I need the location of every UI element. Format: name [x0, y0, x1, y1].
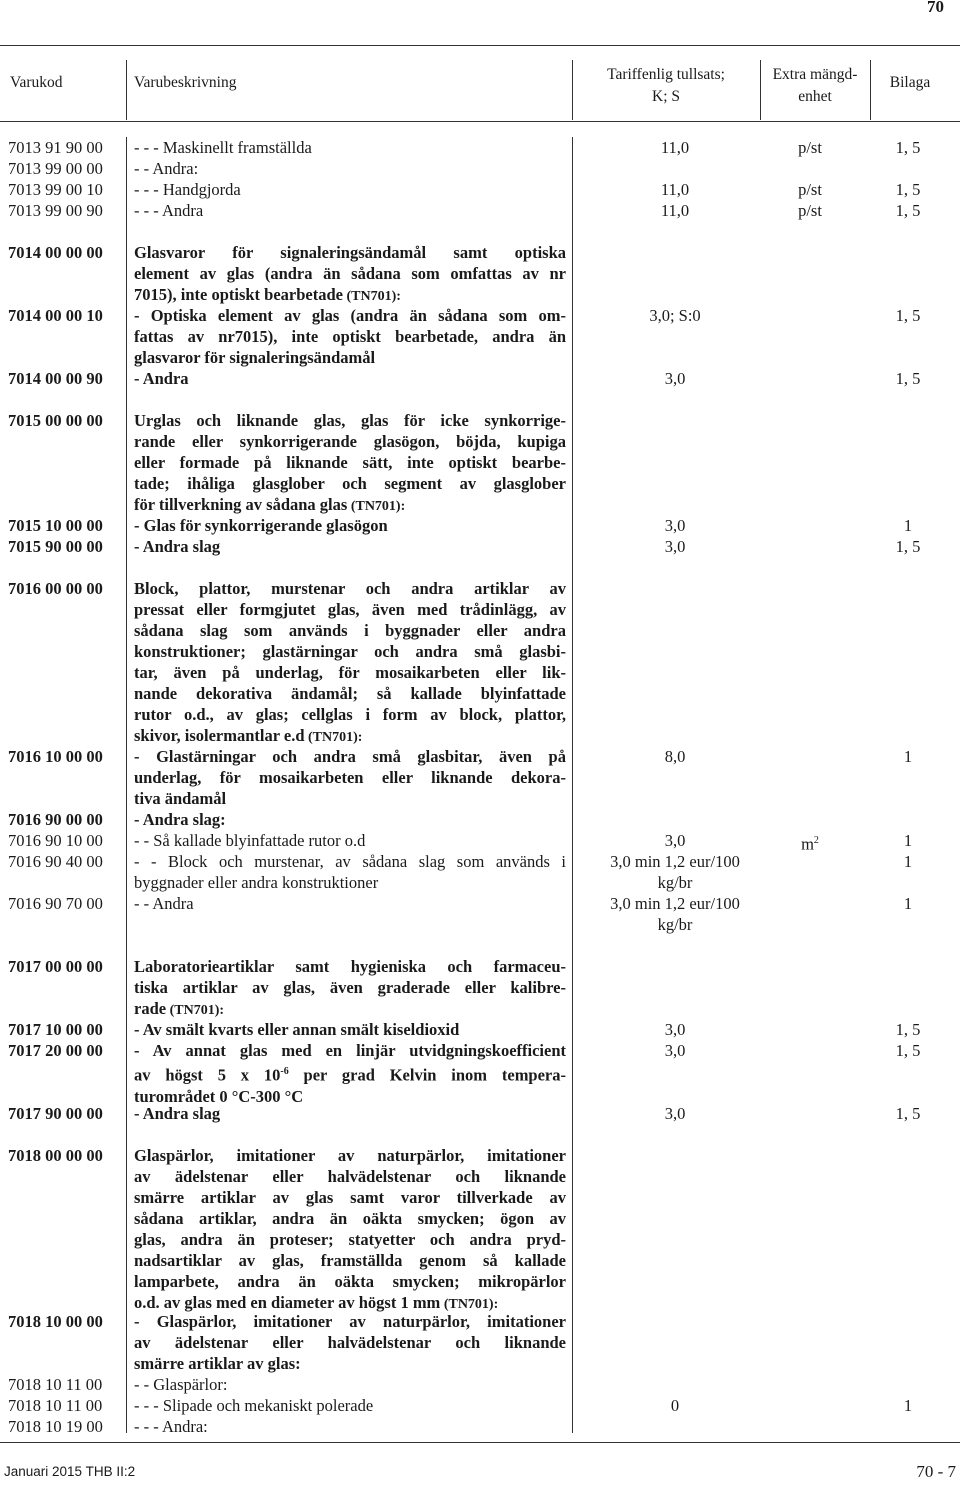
description-line: tar, även på underlag, för mosaikarbeten eller lik-: [134, 663, 566, 682]
row-tariff: 11,0: [660, 180, 690, 199]
description-line: - Andra slag:: [134, 810, 226, 829]
row-code: 7014 00 00 90: [8, 369, 103, 388]
description-line: turområdet 0 °C-300 °C: [134, 1086, 304, 1106]
row-description: [134, 242, 566, 307]
row-code: 7015 90 00 00: [8, 537, 103, 556]
description-line: - Av annat glas med en linjär utvidgningskoefficient: [134, 1041, 566, 1060]
row-description: [134, 893, 566, 914]
row-description: [134, 515, 566, 536]
row-description: [134, 851, 566, 893]
description-line: - Glaspärlor, imitationer av naturpärlor, imitationer: [134, 1312, 566, 1331]
description-line: tiva ändamål: [134, 789, 227, 808]
row-tariff: 3,0: [664, 537, 686, 556]
description-line: konstruktioner; glastärningar och andra små glasbi-: [134, 642, 566, 661]
row-unit: p/st: [798, 201, 822, 220]
description-line: tiska artiklar av glas, även graderade eller kalibre-: [134, 978, 566, 997]
row-description: [134, 1374, 566, 1395]
footer-page-ref: 70 - 7: [916, 1462, 956, 1481]
header-rule: [0, 121, 960, 122]
row-unit: p/st: [798, 138, 822, 157]
description-line: av ädelstenar eller halvädelstenar och liknande: [134, 1167, 566, 1186]
description-line: nadsartiklar av glas, framställda genom så kallade: [134, 1251, 566, 1270]
description-line: - - - Handgjorda: [134, 180, 241, 199]
row-code: 7017 10 00 00: [8, 1020, 103, 1039]
description-line: underlag, för mosaikarbeten eller liknande dekora-: [134, 768, 566, 787]
description-line: - Glastärningar och andra små glasbitar, även på: [134, 747, 566, 766]
row-code: 7016 90 40 00: [8, 852, 103, 871]
row-code: 7016 90 10 00: [8, 831, 103, 850]
row-code: 7018 00 00 00: [8, 1146, 103, 1165]
description-line: Urglas och liknande glas, glas för icke synkorrige-: [134, 411, 566, 430]
row-bilaga: 1, 5: [895, 138, 921, 157]
description-line: - Andra slag: [134, 1104, 221, 1123]
row-code: 7016 00 00 00: [8, 579, 103, 598]
row-description: [134, 578, 566, 748]
description-line: av ädelstenar eller halvädelstenar och liknande: [134, 1333, 566, 1352]
header-extra-line1: Extra mängd-: [772, 66, 858, 83]
row-description: [134, 410, 566, 517]
row-description: [134, 1040, 566, 1107]
row-tariff: 0: [670, 1396, 680, 1415]
row-code: 7013 99 00 10: [8, 180, 103, 199]
footer-rule: [0, 1442, 960, 1443]
row-code: 7015 10 00 00: [8, 516, 103, 535]
description-line: av högst 5 x $10^{-6}$ per grad Kelvin inom tempera-: [134, 1065, 567, 1085]
row-tariff: 11,0: [660, 201, 690, 220]
row-description: [134, 368, 566, 389]
description-line: Glaspärlor, imitationer av naturpärlor, imitationer: [134, 1146, 566, 1165]
row-description: [134, 158, 566, 179]
row-bilaga: 1: [903, 831, 913, 850]
description-line: Laboratorieartiklar samt hygieniska och farmaceu-: [134, 957, 566, 976]
row-code: 7017 00 00 00: [8, 957, 103, 976]
row-description: [134, 200, 566, 221]
description-line: - - Så kallade blyinfattade rutor o.d: [134, 831, 366, 850]
description-line: - - Andra:: [134, 159, 199, 178]
row-code: 7013 99 00 90: [8, 201, 103, 220]
row-tariff: 3,0 min 1,2 eur/100 kg/br: [610, 852, 740, 892]
description-line: sådana slag som används i byggnader eller andra: [134, 621, 566, 640]
row-code: 7017 20 00 00: [8, 1041, 103, 1060]
row-code: 7013 99 00 00: [8, 159, 103, 178]
description-line: - - - Andra:: [134, 1417, 208, 1436]
description-line: fattas av nr7015), inte optiskt bearbetade, andra än: [134, 327, 566, 346]
page-number: 70: [927, 0, 944, 16]
description-line: smärre artiklar av glas samt varor tillverkade av: [134, 1188, 566, 1207]
top-rule: [0, 45, 960, 46]
description-line: 7015), inte optiskt bearbetade (TN701):: [134, 285, 401, 304]
row-description: [134, 1145, 566, 1315]
row-tariff: 3,0: [664, 1104, 686, 1123]
tn-reference: (TN701):: [304, 730, 363, 745]
row-code: 7017 90 00 00: [8, 1104, 103, 1123]
row-tariff: 3,0: [664, 369, 686, 388]
header-bilaga: Bilaga: [889, 74, 931, 91]
row-tariff: 8,0: [664, 747, 686, 766]
row-tariff: 3,0: [664, 516, 686, 535]
description-line: - - Block och murstenar, av sådana slag som används i: [134, 852, 566, 871]
row-description: [134, 536, 566, 557]
row-description: [134, 746, 566, 809]
row-tariff: 3,0: [664, 1041, 686, 1060]
row-description: [134, 809, 566, 830]
description-line: - - Andra: [134, 894, 194, 913]
header-tariff-line1: Tariffenlig tullsats;: [607, 66, 725, 83]
row-code: 7014 00 00 00: [8, 243, 103, 262]
row-description: [134, 1019, 566, 1040]
tn-reference: (TN701):: [347, 499, 406, 514]
row-tariff: 3,0: [664, 1020, 686, 1039]
header-varubeskrivning: Varubeskrivning: [134, 74, 237, 91]
row-code: 7018 10 19 00: [8, 1417, 103, 1436]
table-header: [0, 60, 960, 120]
row-bilaga: 1: [903, 894, 913, 913]
description-line: - - - Slipade och mekaniskt polerade: [134, 1396, 374, 1415]
row-unit: $m^2$: [801, 834, 819, 854]
row-unit: p/st: [798, 180, 822, 199]
header-tariff: [572, 64, 760, 108]
description-line: smärre artiklar av glas:: [134, 1354, 301, 1373]
row-tariff: 3,0: [664, 831, 686, 850]
description-line: o.d. av glas med en diameter av högst 1 mm (TN701):: [134, 1293, 499, 1312]
row-code: 7016 10 00 00: [8, 747, 103, 766]
column-divider: [126, 137, 127, 1433]
footer-left: Januari 2015 THB II:2: [4, 1464, 136, 1479]
description-line: - Andra slag: [134, 537, 221, 556]
row-code: 7018 10 11 00: [8, 1396, 103, 1415]
description-line: rutor o.d., av glas; cellglas i form av block, plattor,: [134, 705, 566, 724]
description-line: Block, plattor, murstenar och andra artiklar av: [134, 579, 566, 598]
row-code: 7018 10 00 00: [8, 1312, 103, 1331]
row-tariff: 3,0 min 1,2 eur/100 kg/br: [610, 894, 740, 934]
description-line: glas, andra än proteser; statyetter och andra pryd-: [134, 1230, 566, 1249]
row-code: 7016 90 00 00: [8, 810, 103, 829]
row-bilaga: 1: [903, 747, 913, 766]
description-line: eller formade på liknande sätt, inte optiskt bearbe-: [134, 453, 566, 472]
row-description: [134, 1311, 566, 1374]
description-line: Glasvaror för signaleringsändamål samt optiska: [134, 243, 566, 262]
description-line: element av glas (andra än sådana som omfattas av nr: [134, 264, 566, 283]
header-extra-line2: enhet: [798, 88, 832, 105]
row-bilaga: 1, 5: [895, 180, 921, 199]
row-bilaga: 1, 5: [895, 306, 921, 325]
row-bilaga: 1: [903, 1396, 913, 1415]
description-line: - - Glaspärlor:: [134, 1375, 228, 1394]
row-bilaga: 1, 5: [895, 1104, 921, 1123]
row-description: [134, 830, 566, 851]
row-bilaga: 1, 5: [895, 537, 921, 556]
description-line: rade (TN701):: [134, 999, 225, 1018]
row-code: 7018 10 11 00: [8, 1375, 103, 1394]
row-tariff: 3,0; S:0: [649, 306, 701, 325]
tn-reference: (TN701):: [440, 1297, 499, 1312]
row-description: [134, 305, 566, 368]
row-description: [134, 1416, 566, 1437]
header-divider: [126, 60, 127, 120]
tn-reference: (TN701):: [343, 289, 401, 304]
row-code: 7013 91 90 00: [8, 138, 103, 157]
description-line: nande dekorativa ändamål; så kallade blyinfattade: [134, 684, 566, 703]
header-varukod: Varukod: [10, 74, 63, 91]
description-line: tade; ihåliga glasglober och segment av glasglober: [134, 474, 566, 493]
description-line: - - - Andra: [134, 201, 204, 220]
description-line: rande eller synkorrigerande glasögon, böjda, kupiga: [134, 432, 566, 451]
description-line: - Andra: [134, 369, 189, 388]
row-description: [134, 137, 566, 158]
description-line: byggnader eller andra konstruktioner: [134, 873, 379, 892]
row-description: [134, 956, 566, 1021]
description-line: skivor, isolermantlar e.d (TN701):: [134, 726, 363, 745]
row-bilaga: 1, 5: [895, 1041, 921, 1060]
description-line: - Glas för synkorrigerande glasögon: [134, 516, 388, 535]
row-bilaga: 1: [903, 852, 913, 871]
row-bilaga: 1, 5: [895, 201, 921, 220]
row-bilaga: 1, 5: [895, 369, 921, 388]
description-line: - - - Maskinellt framställda: [134, 138, 312, 157]
column-divider: [572, 137, 573, 1433]
description-line: sådana artiklar, andra än oäkta smycken; ögon av: [134, 1209, 566, 1228]
row-code: 7015 00 00 00: [8, 411, 103, 430]
row-description: [134, 1395, 566, 1416]
row-bilaga: 1: [903, 516, 913, 535]
row-tariff: 11,0: [660, 138, 690, 157]
description-line: - Av smält kvarts eller annan smält kiseldioxid: [134, 1020, 460, 1039]
row-code: 7014 00 00 10: [8, 306, 103, 325]
description-line: pressat eller formgjutet glas, även med trådinlägg, av: [134, 600, 566, 619]
description-line: lamparbete, andra än oäkta smycken; mikropärlor: [134, 1272, 566, 1291]
header-tariff-line2: K; S: [652, 88, 680, 105]
row-bilaga: 1, 5: [895, 1020, 921, 1039]
description-line: för tillverkning av sådana glas (TN701):: [134, 495, 406, 514]
header-extra: [760, 64, 870, 108]
row-description: [134, 1103, 566, 1124]
row-code: 7016 90 70 00: [8, 894, 103, 913]
tn-reference: (TN701):: [166, 1003, 225, 1018]
description-line: - Optiska element av glas (andra än sådana som om-: [134, 306, 566, 325]
row-description: [134, 179, 566, 200]
description-line: glasvaror för signaleringsändamål: [134, 348, 376, 367]
